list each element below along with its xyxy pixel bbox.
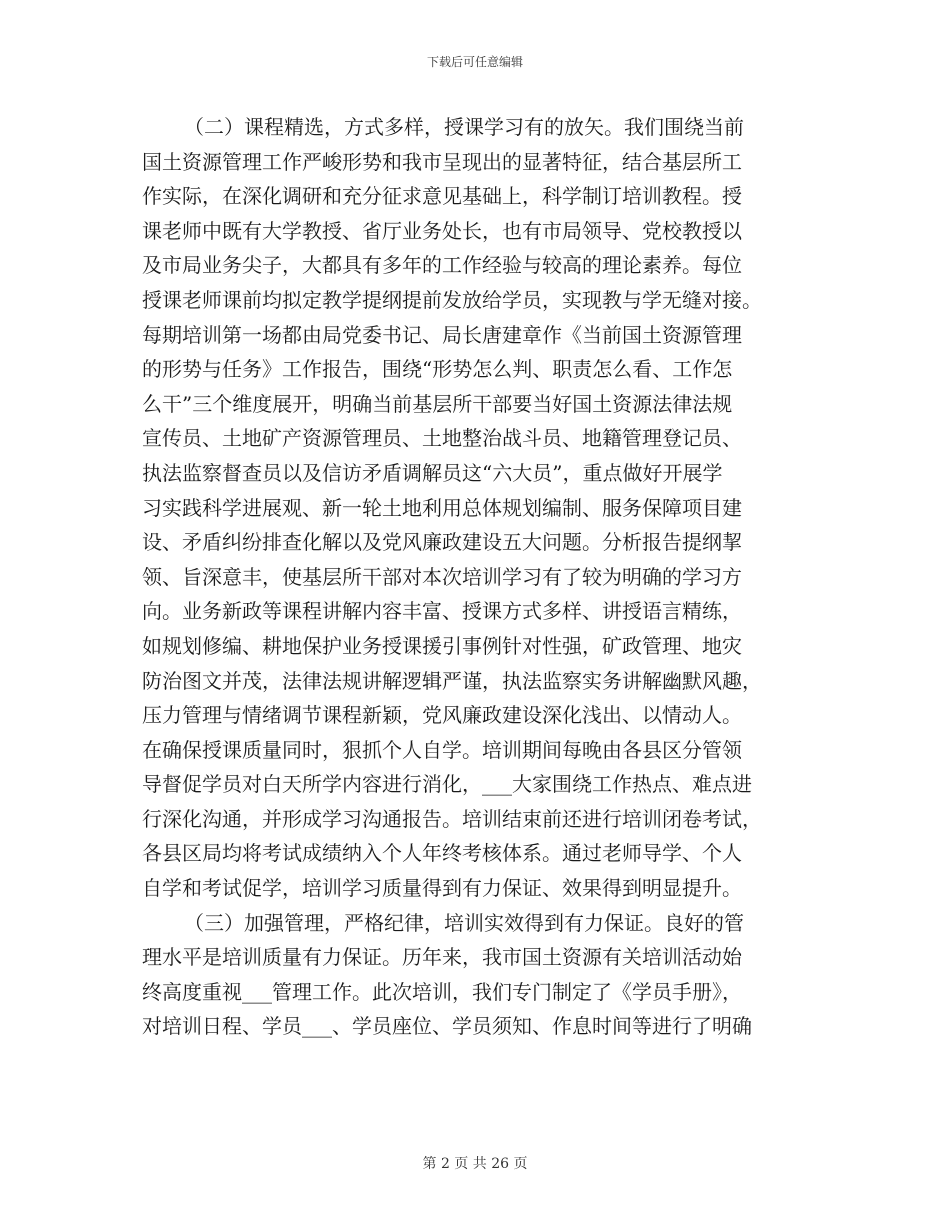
paragraph-line: 行深化沟通，并形成学习沟通报告。培训结束前还进行培训闭卷考试， <box>142 806 762 831</box>
paragraph-line: 宣传员、土地矿产资源管理员、土地整治战斗员、地籍管理登记员、 <box>142 426 742 451</box>
paragraph-line: 国土资源管理工作严峻形势和我市呈现出的显著特征，结合基层所工 <box>142 149 742 174</box>
paragraph-line: 设、矛盾纠纷排查化解以及党风廉政建设五大问题。分析报告提纲挈 <box>142 530 742 555</box>
paragraph-line: 么干”三个维度展开，明确当前基层所干部要当好国土资源法律法规 <box>142 391 733 416</box>
paragraph-line: 各县区局均将考试成绩纳入个人年终考核体系。通过老师导学、个人 <box>142 841 742 866</box>
paragraph-line: 的形势与任务》工作报告，围绕“形势怎么判、职责怎么看、工作怎 <box>142 357 733 382</box>
paragraph-line: 在确保授课质量同时，狠抓个人自学。培训期间每晚由各县区分管领 <box>142 737 742 762</box>
paragraph-line: 终高度重视___管理工作。此次培训，我们专门制定了《学员手册》， <box>142 979 742 1004</box>
paragraph-line: 领、旨深意丰，使基层所干部对本次培训学习有了较为明确的学习方 <box>142 564 742 589</box>
paragraph-line: 防治图文并茂，法律法规讲解逻辑严谨，执法监察实务讲解幽默风趣， <box>142 668 762 693</box>
paragraph-line: 如规划修编、耕地保护业务授课援引事例针对性强，矿政管理、地灾 <box>142 633 742 658</box>
paragraph-line: 对培训日程、学员___、学员座位、学员须知、作息时间等进行了明确 <box>142 1014 752 1039</box>
paragraph-line: 自学和考试促学，培训学习质量得到有力保证、效果得到明显提升。 <box>142 876 742 901</box>
paragraph-line: 导督促学员对白天所学内容进行消化，___大家围绕工作热点、难点进 <box>142 772 752 797</box>
paragraph-line: （三）加强管理，严格纪律，培训实效得到有力保证。良好的管 <box>184 910 744 935</box>
paragraph-line: 及市局业务尖子，大都具有多年的工作经验与较高的理论素养。每位 <box>142 253 742 278</box>
document-body <box>142 110 814 1044</box>
paragraph-line: 课老师中既有大学教授、省厅业务处长，也有市局领导、党校教授以 <box>142 218 742 243</box>
paragraph-line: 压力管理与情绪调节课程新颖，党风廉政建设深化浅出、以情动人。 <box>142 703 742 728</box>
page-header: 下载后可任意编辑 <box>426 55 523 69</box>
paragraph-line: 理水平是培训质量有力保证。历年来，我市国土资源有关培训活动始 <box>142 945 742 970</box>
paragraph-line: 授课老师课前均拟定教学提纲提前发放给学员，实现教与学无缝对接。 <box>142 287 762 312</box>
paragraph-line: 执法监察督查员以及信访矛盾调解员这“六大员”，重点做好开展学 <box>142 460 723 485</box>
paragraph-line: （二）课程精选，方式多样，授课学习有的放矢。我们围绕当前 <box>184 115 744 139</box>
paragraph-line: 作实际，在深化调研和充分征求意见基础上，科学制订培训教程。授 <box>142 184 742 209</box>
page-number-footer: 第 2 页 共 26 页 <box>422 1156 528 1172</box>
paragraph-line: 向。业务新政等课程讲解内容丰富、授课方式多样、讲授语言精练， <box>142 599 742 624</box>
paragraph-line: 每期培训第一场都由局党委书记、局长唐建章作《当前国土资源管理 <box>142 322 742 347</box>
paragraph-line: 习实践科学进展观、新一轮土地利用总体规划编制、服务保障项目建 <box>142 495 742 520</box>
